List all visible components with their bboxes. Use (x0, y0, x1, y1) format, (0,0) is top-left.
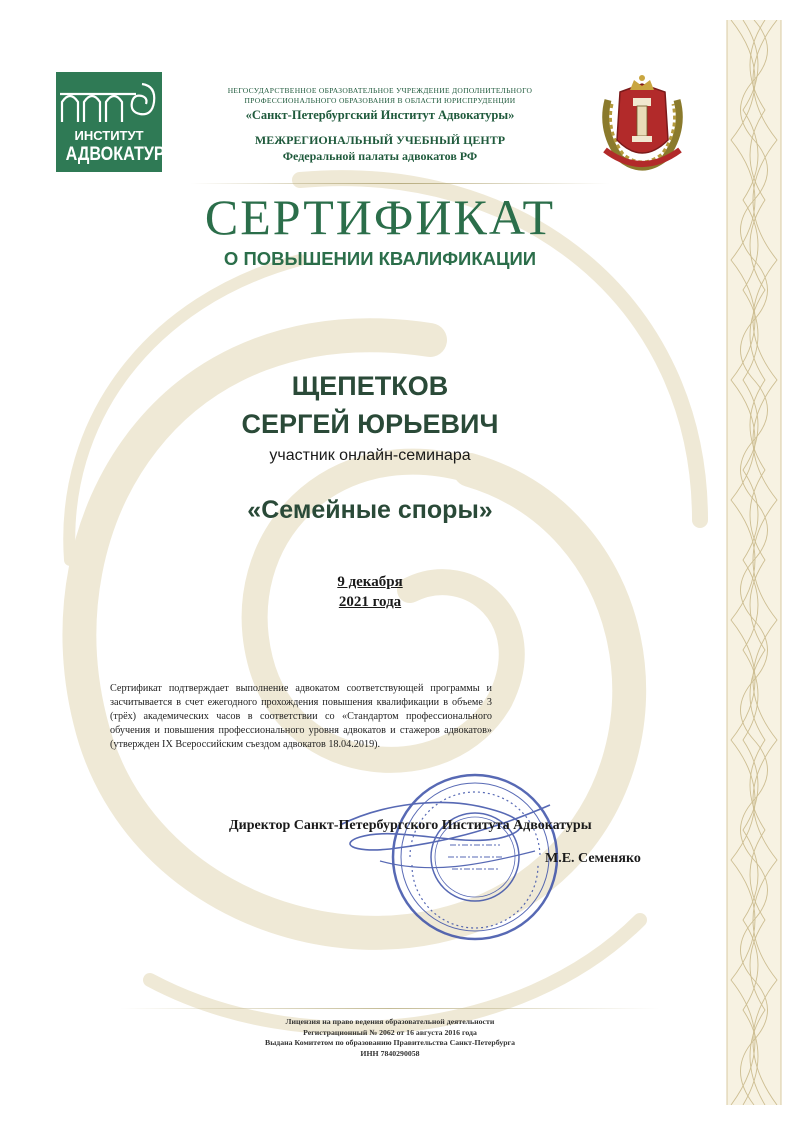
institute-name: «Санкт-Петербургский Институт Адвокатуры» (245, 108, 515, 122)
license-line3: Выдана Комитетом по образованию Правительства Санкт-Петербурга (265, 1038, 515, 1047)
course-name: «Семейные споры» (247, 496, 493, 524)
arches-icon (56, 72, 162, 128)
license-line2: Регистрационный № 2062 от 16 августа 2016 года (303, 1027, 477, 1037)
logo-text-line1: ИНСТИТУТ (74, 128, 144, 143)
bar-association-emblem-icon (590, 70, 695, 180)
license-line4: ИНН 7840290058 (360, 1048, 420, 1058)
training-center-line2: Федеральной палаты адвокатов РФ (282, 149, 478, 163)
signer-name: М.Е. Семеняко (545, 851, 641, 866)
org-description-line2: ПРОФЕССИОНАЛЬНОГО ОБРАЗОВАНИЯ В ОБЛАСТИ ЮРИСПРУДЕНЦИИ (244, 96, 516, 105)
logo-text-line2: АДВОКАТУРЫ (65, 144, 181, 165)
certificate-title: СЕРТИФИКАТ (204, 189, 556, 245)
event-date-day: 9 декабря (337, 574, 403, 590)
director-title: Директор Санкт-Петербургского Института Адвокатуры (229, 818, 592, 833)
event-date-year: 2021 года (338, 594, 402, 610)
institute-logo (56, 72, 181, 172)
official-stamp-seal (320, 765, 560, 955)
org-description-line1: НЕГОСУДАРСТВЕННОЕ ОБРАЗОВАТЕЛЬНОЕ УЧРЕЖДЕНИЕ ДОПОЛНИТЕЛЬНОГО (227, 86, 533, 95)
certificate-subtitle: О ПОВЫШЕНИИ КВАЛИФИКАЦИИ (223, 248, 537, 269)
recipient-given-names: СЕРГЕЙ ЮРЬЕВИЧ (241, 409, 499, 439)
decorative-guilloche-ribbon (723, 20, 785, 1105)
issuer-header (200, 86, 560, 164)
recipient-role: участник онлайн-семинара (269, 447, 471, 464)
header-divider (190, 183, 610, 184)
license-footer (170, 1017, 610, 1059)
recipient-surname: ЩЕПЕТКОВ (291, 371, 449, 401)
training-center-line1: МЕЖРЕГИОНАЛЬНЫЙ УЧЕБНЫЙ ЦЕНТР (254, 133, 506, 147)
license-line1: Лицензия на право ведения образовательной деятельности (285, 1017, 495, 1026)
footer-divider (120, 1008, 660, 1009)
certificate-body-text: Сертификат подтверждает выполнение адвокатом соответствующей программы и засчитывается в счет ежегодного прохождения повышения квалификации в объеме 3 (трёх) академических часов в соответствии со «Стандартом профессионального обучения и повышения профессионального уровня адвокатов и стажеров адвокатов» (утвержден IX Всероссийским съездом адвокатов 18.04.2019). (110, 683, 492, 750)
